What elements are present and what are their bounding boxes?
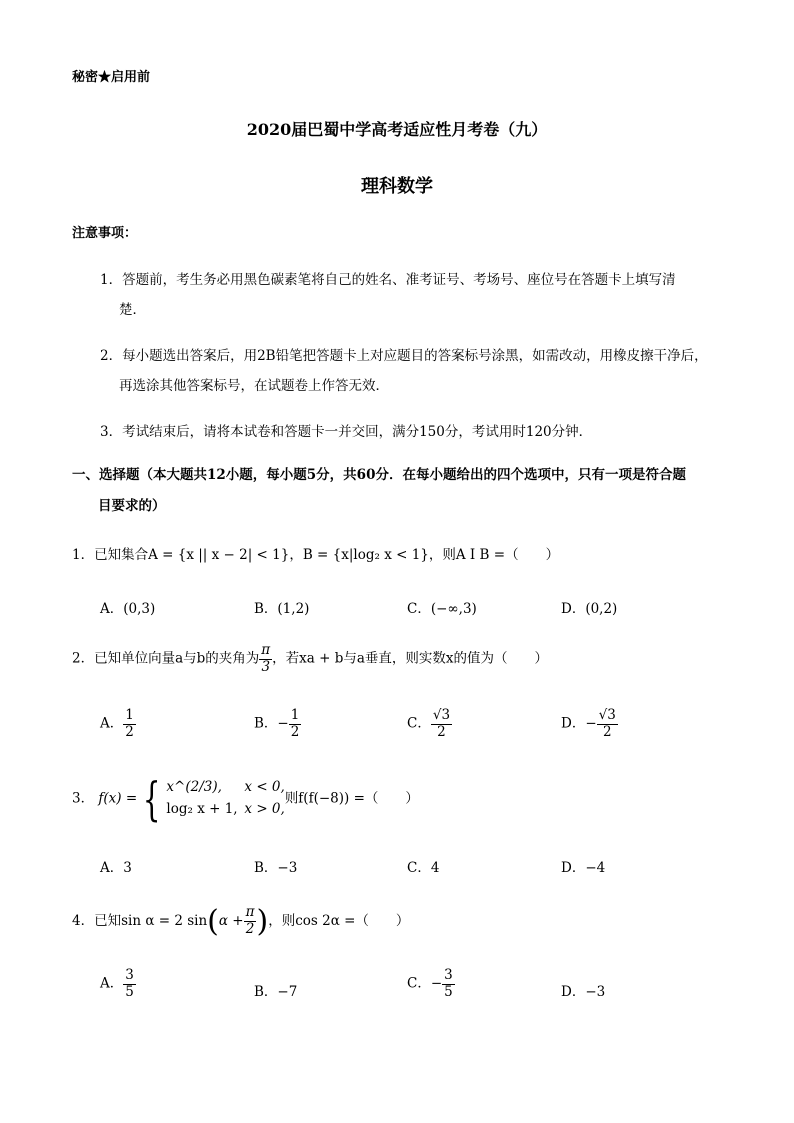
question-1 [72, 543, 559, 563]
fraction-numerator: π [245, 904, 255, 921]
question-stem-tail: ，若xa + b与a垂直，则实数x的值为（ ） [272, 650, 549, 667]
option-letter: B． [254, 715, 278, 732]
notice-item-num: 2． [100, 348, 123, 364]
fraction-denominator: 5 [444, 983, 453, 1000]
fraction [244, 905, 257, 937]
confidential-label: 秘密★启用前 [72, 70, 151, 85]
right-paren: ) [256, 904, 269, 939]
notice-item-1-cont: 楚． [119, 302, 146, 318]
option-c [407, 708, 452, 740]
fraction-denominator: 2 [290, 723, 300, 740]
piecewise-case-1: x^(2/3), x < 0, [166, 779, 285, 796]
fraction-denominator: 3 [261, 658, 271, 675]
option-letter: A． [100, 715, 124, 732]
fraction [123, 968, 136, 1000]
option-c: C．(−∞,3) [407, 601, 477, 617]
option-value: −3 [585, 984, 606, 1000]
question-number: 3． [72, 790, 95, 807]
option-sign: − [277, 715, 289, 732]
option-a [100, 708, 136, 740]
notice-item-text: 每小题选出答案后，用2B铅笔把答题卡上对应题目的答案标号涂黑，如需改动，用橡皮擦干净后， [122, 348, 708, 364]
option-letter: D． [561, 984, 586, 1000]
fraction-denominator: 2 [437, 723, 446, 740]
question-number: 4． [72, 913, 95, 929]
fraction [289, 708, 302, 740]
notice-item-num: 1． [100, 272, 123, 288]
option-value: −7 [277, 984, 298, 1000]
question-number: 2． [72, 650, 95, 667]
piecewise-case-2: log₂ x + 1, x > 0, [166, 801, 285, 817]
notice-heading: 注意事项： [72, 226, 138, 241]
option-letter: D． [561, 715, 586, 732]
piecewise-cases [166, 777, 284, 820]
fraction [259, 643, 272, 675]
option-a: A．(0,3) [100, 601, 156, 617]
notice-item-1 [100, 268, 676, 288]
option-b [254, 980, 297, 1000]
option-letter: C． [407, 975, 431, 992]
option-c: C．4 [407, 860, 440, 876]
question-stem-tail: ，则cos 2α =（ ） [268, 913, 410, 929]
notice-item-text: 考试结束后，请将本试卷和答题卡一并交回，满分150分，考试用时120分钟． [122, 424, 593, 440]
option-d [561, 980, 605, 1000]
question-stem: 已知集合A = {x || x − 2| < 1}，B = {x|log₂ x < 1}，则A I B =（ ） [94, 547, 560, 563]
fraction-denominator: 5 [125, 983, 134, 1000]
option-b [254, 708, 301, 740]
option-letter: A． [100, 975, 124, 992]
paren-expression: α + [218, 913, 244, 929]
fraction-numerator: √3 [432, 707, 451, 723]
option-sign: − [430, 975, 443, 992]
option-letter: C． [407, 715, 431, 732]
option-b: B．(1,2) [254, 601, 310, 617]
fraction [123, 708, 136, 740]
question-stem: 已知单位向量a与b的夹角为 [94, 650, 260, 667]
option-a: A．3 [100, 860, 132, 876]
fraction-denominator: 2 [245, 921, 255, 937]
fraction-numerator: 3 [125, 967, 134, 983]
fraction-numerator: π [261, 642, 271, 658]
fraction-denominator: 2 [602, 723, 612, 740]
fraction-numerator: 3 [444, 967, 453, 983]
fraction [597, 708, 618, 740]
option-sign: − [585, 715, 597, 732]
subject-title: 理科数学 [361, 176, 433, 197]
question-3 [72, 772, 419, 826]
left-paren: ( [207, 904, 219, 939]
fraction [442, 968, 455, 1000]
question-4 [72, 904, 409, 939]
fraction [431, 708, 452, 740]
fraction-numerator: √3 [598, 707, 616, 723]
question-2 [72, 643, 548, 675]
notice-item-text: 答题前，考生务必用黑色碳素笔将自己的姓名、准考证号、考场号、座位号在答题卡上填写清 [122, 272, 676, 288]
question-stem: 已知sin α = 2 sin [94, 913, 208, 929]
option-b: B．−3 [254, 860, 298, 876]
option-letter: B． [254, 984, 278, 1000]
question-number: 1． [72, 547, 95, 563]
option-d: D．−4 [561, 860, 606, 876]
notice-item-2-cont: 再选涂其他答案标号，在试题卷上作答无效． [119, 378, 389, 394]
notice-item-num: 3． [100, 424, 123, 440]
notice-item-2 [100, 344, 708, 364]
fraction-denominator: 2 [125, 723, 134, 740]
function-lhs: f(x) = [98, 790, 138, 807]
section-heading-cont: 目要求的） [98, 498, 166, 514]
brace: { [142, 772, 161, 826]
option-c [407, 968, 455, 1000]
section-heading: 一、选择题（本大题共12小题，每小题5分，共60分．在每小题给出的四个选项中，只有一项是符合题 [72, 467, 686, 483]
option-a [100, 968, 136, 1000]
question-stem-tail: 则f(f(−8)) =（ ） [284, 790, 419, 807]
notice-item-3 [100, 420, 592, 440]
fraction-numerator: 1 [290, 707, 300, 723]
fraction-numerator: 1 [125, 707, 134, 723]
option-d [561, 708, 618, 740]
option-d: D．(0,2) [561, 601, 618, 617]
exam-title: 2020届巴蜀中学高考适应性月考卷（九） [246, 120, 548, 139]
